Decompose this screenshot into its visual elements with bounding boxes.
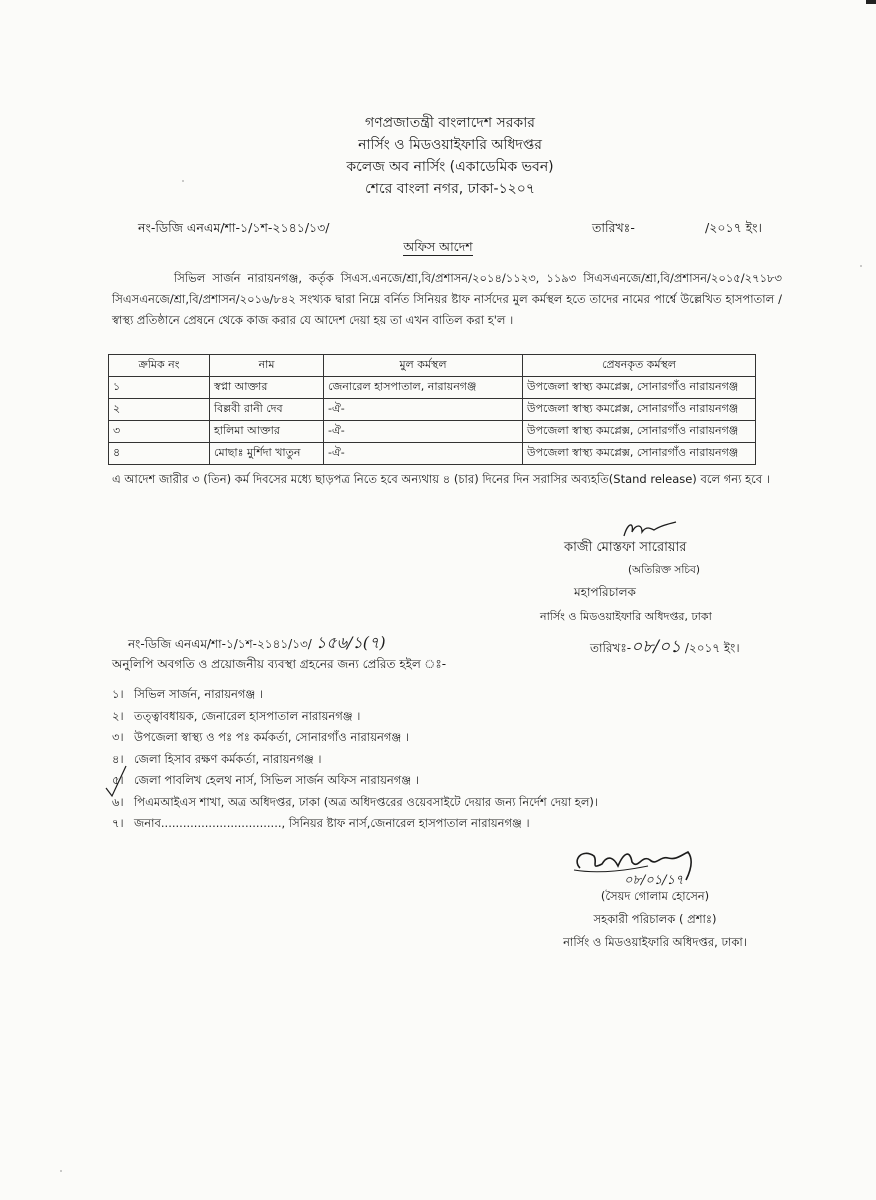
signatory-name: কাজী মোস্তফা সারোয়ার [564, 540, 687, 555]
memo-number: নং-ডিজি এনএম/শা-১/১শ-২১৪১/১৩/ [138, 220, 330, 235]
signatory-additional-rank: (অতিরিক্ত সচিব) [628, 564, 700, 576]
list-item-number: ৫। [112, 773, 124, 787]
list-item [112, 684, 598, 706]
list-item-number: ৬। [112, 794, 124, 809]
cell-original-station: -ঐ- [324, 443, 523, 465]
letterhead-directorate: নার্সিং ও মিডওয়াইফারি অধিদপ্তর [358, 137, 542, 153]
copy-memo-text: নং-ডিজি এনএম/শা-১/১শ-২১৪১/১৩/ [128, 637, 312, 651]
order-body: সিভিল সার্জন নারায়নগঞ্জ, কর্তৃক সিএস.এনজে/শ্রা,বি/প্রশাসন/২০১৪/১১২৩, ১১৯৩ সিএসএনজে/শ্রা,বি/প্রশাসন/২০১৫/২৭১৮৩ সিএসএনজে/শ্রা,বি/প্রশাসন/২০১৬/৮৪২ সংখ্যক দ্বারা নিম্নে বর্নিত সিনিয়র ষ্টাফ নার্সদের মুল কর্মস্থল হতে তাদের নামের পার্শ্বে উল্লেখিত হাসপাতাল / স্বাস্থ্য প্রতিষ্ঠানে প্রেষনে থেকে কাজ করার যে আদেশ দেয়া হয় তা এখন বাতিল করা হ'ল । [112, 271, 782, 327]
header-name: নাম [210, 355, 324, 377]
list-item-number: ৩। [112, 730, 124, 744]
date-year: /২০১৭ ইং। [705, 220, 763, 235]
signature-handwritten-date: ০৮/০১/১৭ [624, 873, 684, 888]
copy-memo-number [128, 630, 386, 657]
table-row [109, 377, 756, 399]
header-original-station: মুল কর্মস্থল [324, 355, 523, 377]
scan-speck [182, 180, 184, 182]
letterhead-address: শেরে বাংলা নগর, ঢাকা-১২০৭ [365, 181, 535, 197]
cell-serial: ১ [109, 377, 210, 399]
copy-date-label: তারিখঃ- [590, 641, 632, 655]
letterhead-government: গণপ্রজাতন্ত্রী বাংলাদেশ সরকার [365, 115, 535, 131]
list-item-text: জেলা পাবলিখ হেলথ নার্স, সিভিল সার্জন অফিস নারায়নগঞ্জ । [134, 773, 419, 787]
scan-speck [60, 1170, 62, 1172]
table-header-row [109, 355, 756, 377]
signatory-office: নার্সিং ও মিডওয়াইফারি অধিদপ্তর, ঢাকা। [563, 935, 747, 949]
scan-edge-mark [866, 0, 876, 4]
header-deputed-station: প্রেষনকৃত কর্মস্থল [523, 355, 756, 377]
list-item-text: সিভিল সার্জন, নারায়নগঞ্জ । [134, 687, 263, 701]
list-item-text: পিএমআইএস শাখা, অত্র অধিদপ্তর, ঢাকা (অত্র অধিদপ্তরের ওয়েবসাইটে দেয়ার জন্য নির্দেশ দেয়া হল)। [134, 794, 599, 809]
list-item-text: জনাব................................., সিনিয়র ষ্টাফ নার্স,জেনারেল হাসপাতাল নারায়নগঞ্জ । [134, 816, 530, 830]
release-notice: এ আদেশ জারীর ৩ (তিন) কর্ম দিবসের মধ্যে ছাড়পত্র নিতে হবে অন্যথায় ৪ (চার) দিনের দিন সরাসির অব্যহতি(Stand release) বলে গন্য হবে । [112, 472, 770, 486]
table-row [109, 399, 756, 421]
document-title [0, 239, 876, 259]
cell-deputed-station: উপজেলা স্বাস্থ্য কমপ্লেক্স, সোনারগাঁও নারায়নগঞ্জ [523, 443, 756, 465]
staff-table [108, 354, 756, 465]
signatory-name: (সৈয়দ গোলাম হোসেন) [600, 889, 710, 903]
list-item-text: তত্ত্বাবধায়ক, জেনারেল হাসপাতাল নারায়নগঞ্জ । [134, 708, 361, 723]
list-item [112, 749, 598, 771]
signatory-director-general [540, 538, 760, 627]
letterhead [300, 112, 600, 200]
list-item-text: উপজেলা স্বাস্থ্য ও পঃ পঃ কর্মকর্তা, সোনারগাঁও নারায়নগঞ্জ । [134, 730, 409, 744]
list-item-text: জেলা হিসাব রক্ষণ কর্মকর্তা, নারায়নগঞ্জ । [134, 751, 322, 766]
list-item [112, 792, 598, 814]
scan-speck [860, 265, 862, 267]
signatory-assistant-director [530, 888, 760, 953]
list-item-number: ২। [112, 708, 124, 723]
copy-date-year: /২০১৭ ইং। [684, 641, 740, 655]
copy-date [590, 634, 740, 662]
cell-name: হালিমা আক্তার [210, 421, 324, 443]
cell-name: বিল্লবী রানী দেব [210, 399, 324, 421]
cell-name: মোছাঃ মুর্শিদা খাতুন [210, 443, 324, 465]
cell-serial: ৩ [109, 421, 210, 443]
table-row [109, 443, 756, 465]
table-row [109, 421, 756, 443]
letterhead-college: কলেজ অব নার্সিং (একাডেমিক ভবন) [346, 159, 554, 175]
list-item [112, 727, 598, 749]
signatory-designation: মহাপরিচালক [574, 585, 636, 599]
signature-mark-assistant-director [568, 840, 718, 890]
signatory-designation: সহকারী পরিচালক ( প্রশাঃ) [593, 912, 717, 926]
title-text: অফিস আদেশ [403, 239, 473, 254]
handwritten-memo-number: ১৫৬/১(৭) [315, 633, 386, 652]
copy-intro: অনুলিপি অবগতি ও প্রয়োজনীয় ব্যবস্থা গ্রহনের জন্য প্রেরিত হইল ঃ- [112, 657, 447, 671]
cell-deputed-station: উপজেলা স্বাস্থ্য কমপ্লেক্স, সোনারগাঁও নারায়নগঞ্জ [523, 399, 756, 421]
copy-recipient-list [112, 684, 598, 835]
handwritten-date: ০৮/০১ [631, 637, 682, 657]
list-item-number: ৪। [112, 751, 124, 766]
cell-serial: ২ [109, 399, 210, 421]
signatory-office: নার্সিং ও মিডওয়াইফারি অধিদপ্তর, ঢাকা [540, 610, 712, 623]
cell-deputed-station: উপজেলা স্বাস্থ্য কমপ্লেক্স, সোনারগাঁও নারায়নগঞ্জ [523, 421, 756, 443]
cell-original-station: জেনারেল হাসপাতাল, নারায়নগঞ্জ [324, 377, 523, 399]
cell-name: স্বপ্না আক্তার [210, 377, 324, 399]
cell-original-station: -ঐ- [324, 421, 523, 443]
header-serial: ক্রমিক নং [109, 355, 210, 377]
list-item [112, 770, 598, 792]
date-label: তারিখঃ- [592, 220, 635, 235]
cell-serial: ৪ [109, 443, 210, 465]
list-item [112, 813, 598, 835]
cell-deputed-station: উপজেলা স্বাস্থ্য কমপ্লেক্স, সোনারগাঁও নারায়নগঞ্জ [523, 377, 756, 399]
cell-original-station: -ঐ- [324, 399, 523, 421]
list-item [112, 706, 598, 728]
list-item-number: ১। [112, 687, 124, 701]
list-item-number: ৭। [112, 816, 124, 830]
